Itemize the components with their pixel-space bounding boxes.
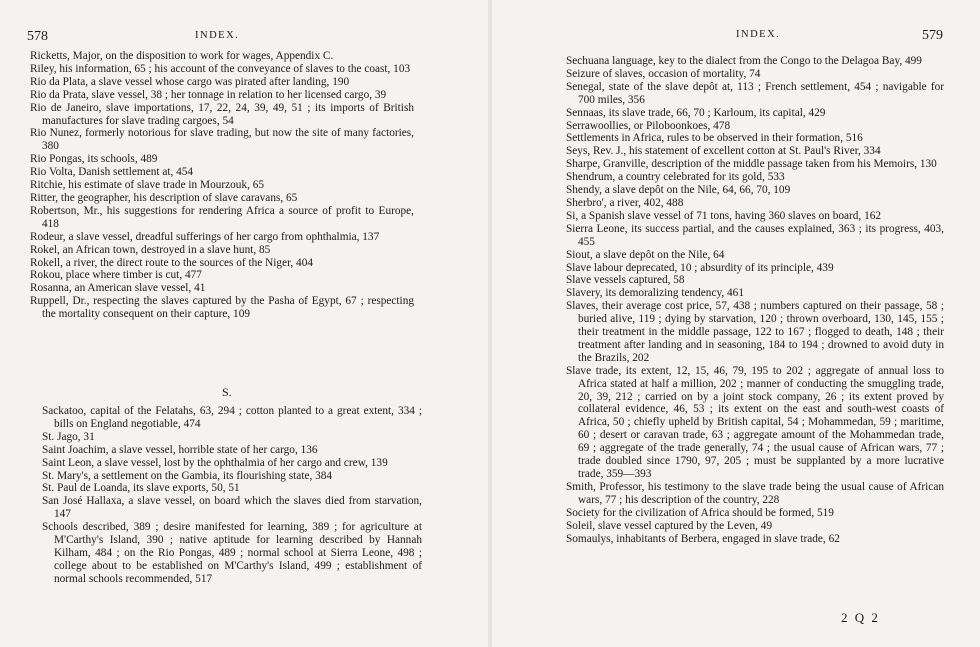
running-head: INDEX.: [195, 30, 240, 41]
index-entry: Robertson, Mr., his suggestions for rendering Africa a source of profit to Europe, 418: [30, 204, 414, 230]
index-entry: Schools described, 389 ; desire manifested for learning, 389 ; for agriculture at M'Carthy's Island, 390 ; native aptitude for learning described by Hannah Kilham, 484 ; on the Rio Pongas, 489 ; normal school at Sierra Leone, 498 ; college about to be established on M'Carthy's Island, 499 ; establishment of normal schools recommended, 517: [42, 521, 422, 585]
index-entries-r: [30, 50, 414, 321]
index-entry: Seizure of slaves, occasion of mortality, 74: [566, 67, 761, 80]
index-entry: Sharpe, Granville, description of the middle passage taken from his Memoirs, 130: [566, 158, 937, 171]
index-entry: Settlements in Africa, rules to be observed in their formation, 516: [566, 132, 863, 145]
index-entry: Sechuana language, key to the dialect from the Congo to the Delagoa Bay, 499: [566, 55, 922, 67]
index-entry: Saint Joachim, a slave vessel, horrible state of her cargo, 136: [42, 443, 318, 456]
index-entry: Smith, Professor, his testimony to the slave trade being the usual cause of African wars, 77 ; his description of the country, 228: [566, 480, 944, 506]
index-entry: Serrawoollies, or Piloboonkoes, 478: [566, 119, 731, 132]
index-entry: Rokou, place where timber is cut, 477: [30, 269, 202, 282]
signature-mark: 2 Q 2: [841, 610, 880, 625]
index-entry: Rio da Prata, slave vessel, 38 ; her tonnage in relation to her licensed cargo, 39: [30, 88, 387, 101]
index-entry: Somaulys, inhabitants of Berbera, engaged in slave trade, 62: [566, 532, 840, 545]
index-entry: Ritchie, his estimate of slave trade in Mourzouk, 65: [30, 179, 265, 192]
index-entry: Slaves, their average cost price, 57, 438 ; numbers captured on their passage, 58 ; buried alive, 119 ; dying by starvation, 120 ; thrown overboard, 130, 145, 155 ; their treatment in the middle passage, 122 to 167 ; flogged to death, 148 ; their treatment after landing and in seasoning, 184 to 194 ; drowned to avoid duty in the Brazils, 202: [566, 300, 944, 364]
index-entry: Shendrum, a country celebrated for its gold, 533: [566, 171, 785, 184]
index-entry: Rio da Plata, a slave vessel whose cargo was pirated after landing, 190: [30, 75, 350, 88]
index-entry: Slave labour deprecated, 10 ; absurdity of its principle, 439: [566, 261, 834, 274]
right-page-header: [490, 28, 980, 48]
page-number: 578: [27, 29, 48, 44]
index-entry: Ruppell, Dr., respecting the slaves captured by the Pasha of Egypt, 67 ; respecting the mortality consequent on their capture, 109: [30, 295, 414, 321]
index-entry: Soleil, slave vessel captured by the Leven, 49: [566, 519, 773, 532]
right-page: [490, 0, 980, 647]
index-entry: Slavery, its demoralizing tendency, 461: [566, 287, 744, 300]
page-number: 579: [922, 28, 943, 43]
index-entry: Senegal, state of the slave depôt at, 113 ; French settlement, 454 ; navigable for 700 miles, 356: [566, 80, 944, 106]
section-letter-heading: S.: [222, 385, 232, 399]
index-entry: Rodeur, a slave vessel, dreadful sufferings of her cargo from ophthalmia, 137: [30, 230, 380, 243]
index-entry: Riley, his information, 65 ; his account of the conveyance of slaves to the coast, 103: [30, 62, 411, 75]
index-entry: Rio de Janeiro, slave importations, 17, 22, 24, 39, 49, 51 ; its imports of British manufactures for slave trading cargoes, 54: [30, 101, 414, 127]
index-entry: Rio Volta, Danish settlement at, 454: [30, 166, 194, 179]
index-entry: Shendy, a slave depôt on the Nile, 64, 66, 70, 109: [566, 184, 791, 197]
index-entry: Rokell, a river, the direct route to the sources of the Niger, 404: [30, 256, 313, 269]
index-entry: Rio Pongas, its schools, 489: [30, 153, 158, 166]
index-entry: Society for the civilization of Africa should be formed, 519: [566, 506, 834, 519]
left-page-header: [0, 28, 490, 48]
index-entry: Rosanna, an American slave vessel, 41: [30, 282, 206, 295]
index-entries-s: [42, 405, 422, 586]
running-head: INDEX.: [736, 29, 781, 40]
index-entry: Slave vessels captured, 58: [566, 274, 685, 287]
index-entry: Si, a Spanish slave vessel of 71 tons, having 360 slaves on board, 162: [566, 209, 882, 222]
index-entry: Ritter, the geographer, his description of slave caravans, 65: [30, 191, 298, 204]
index-entry: Rokel, an African town, destroyed in a slave hunt, 85: [30, 243, 271, 256]
index-entry: Sierra Leone, its success partial, and the causes explained, 363 ; its progress, 403, 455: [566, 222, 944, 248]
index-entry: Sackatoo, capital of the Felatahs, 63, 294 ; cotton planted to a great extent, 334 ; bills on England negotiable, 474: [42, 405, 422, 430]
index-entry: Sennaas, its slave trade, 66, 70 ; Karloum, its capital, 429: [566, 106, 826, 119]
index-entry: St. Paul de Loanda, its slave exports, 50, 51: [42, 482, 240, 495]
index-entry: Slave trade, its extent, 12, 15, 46, 79, 195 to 202 ; aggregate of annual loss to Africa stated at half a million, 202 ; manner of conducting the smuggling trade, 20, 39, 212 ; carried on by a joint stock company, 26 ; its extent proved by collateral evidence, 46, 53 ; its extent on the east and south-west coasts of Africa, 50 ; chiefly upheld by British capital, 54 ; Mohammedan, 59 ; maritime, 60 ; desert or caravan trade, 63 ; aggregate amount of the Mohammedan trade, 69 ; aggregate of the trade generally, 74 ; the usual cause of African wars, 77 ; trade doubled since 1790, 97, 205 ; must be supplanted by a more lucrative trade, 359—393: [566, 364, 944, 480]
index-entries-s-continued: [566, 55, 944, 545]
index-entry: Saint Leon, a slave vessel, lost by the ophthalmia of her cargo and crew, 139: [42, 456, 388, 469]
index-entry: St. Mary's, a settlement on the Gambia, its flourishing state, 384: [42, 469, 333, 482]
index-entry: Ricketts, Major, on the disposition to work for wages, Appendix C.: [30, 50, 334, 62]
index-entry: Siout, a slave depôt on the Nile, 64: [566, 248, 725, 261]
index-entry: St. Jago, 31: [42, 430, 95, 443]
index-entry: Sherbro', a river, 402, 488: [566, 196, 684, 209]
index-entry: Seys, Rev. J., his statement of excellent cotton at St. Paul's River, 334: [566, 145, 881, 158]
index-entry: San José Hallaxa, a slave vessel, on board which the slaves died from starvation, 147: [42, 495, 422, 521]
index-entry: Rio Nunez, formerly notorious for slave trading, but now the site of many factories, 380: [30, 127, 414, 153]
